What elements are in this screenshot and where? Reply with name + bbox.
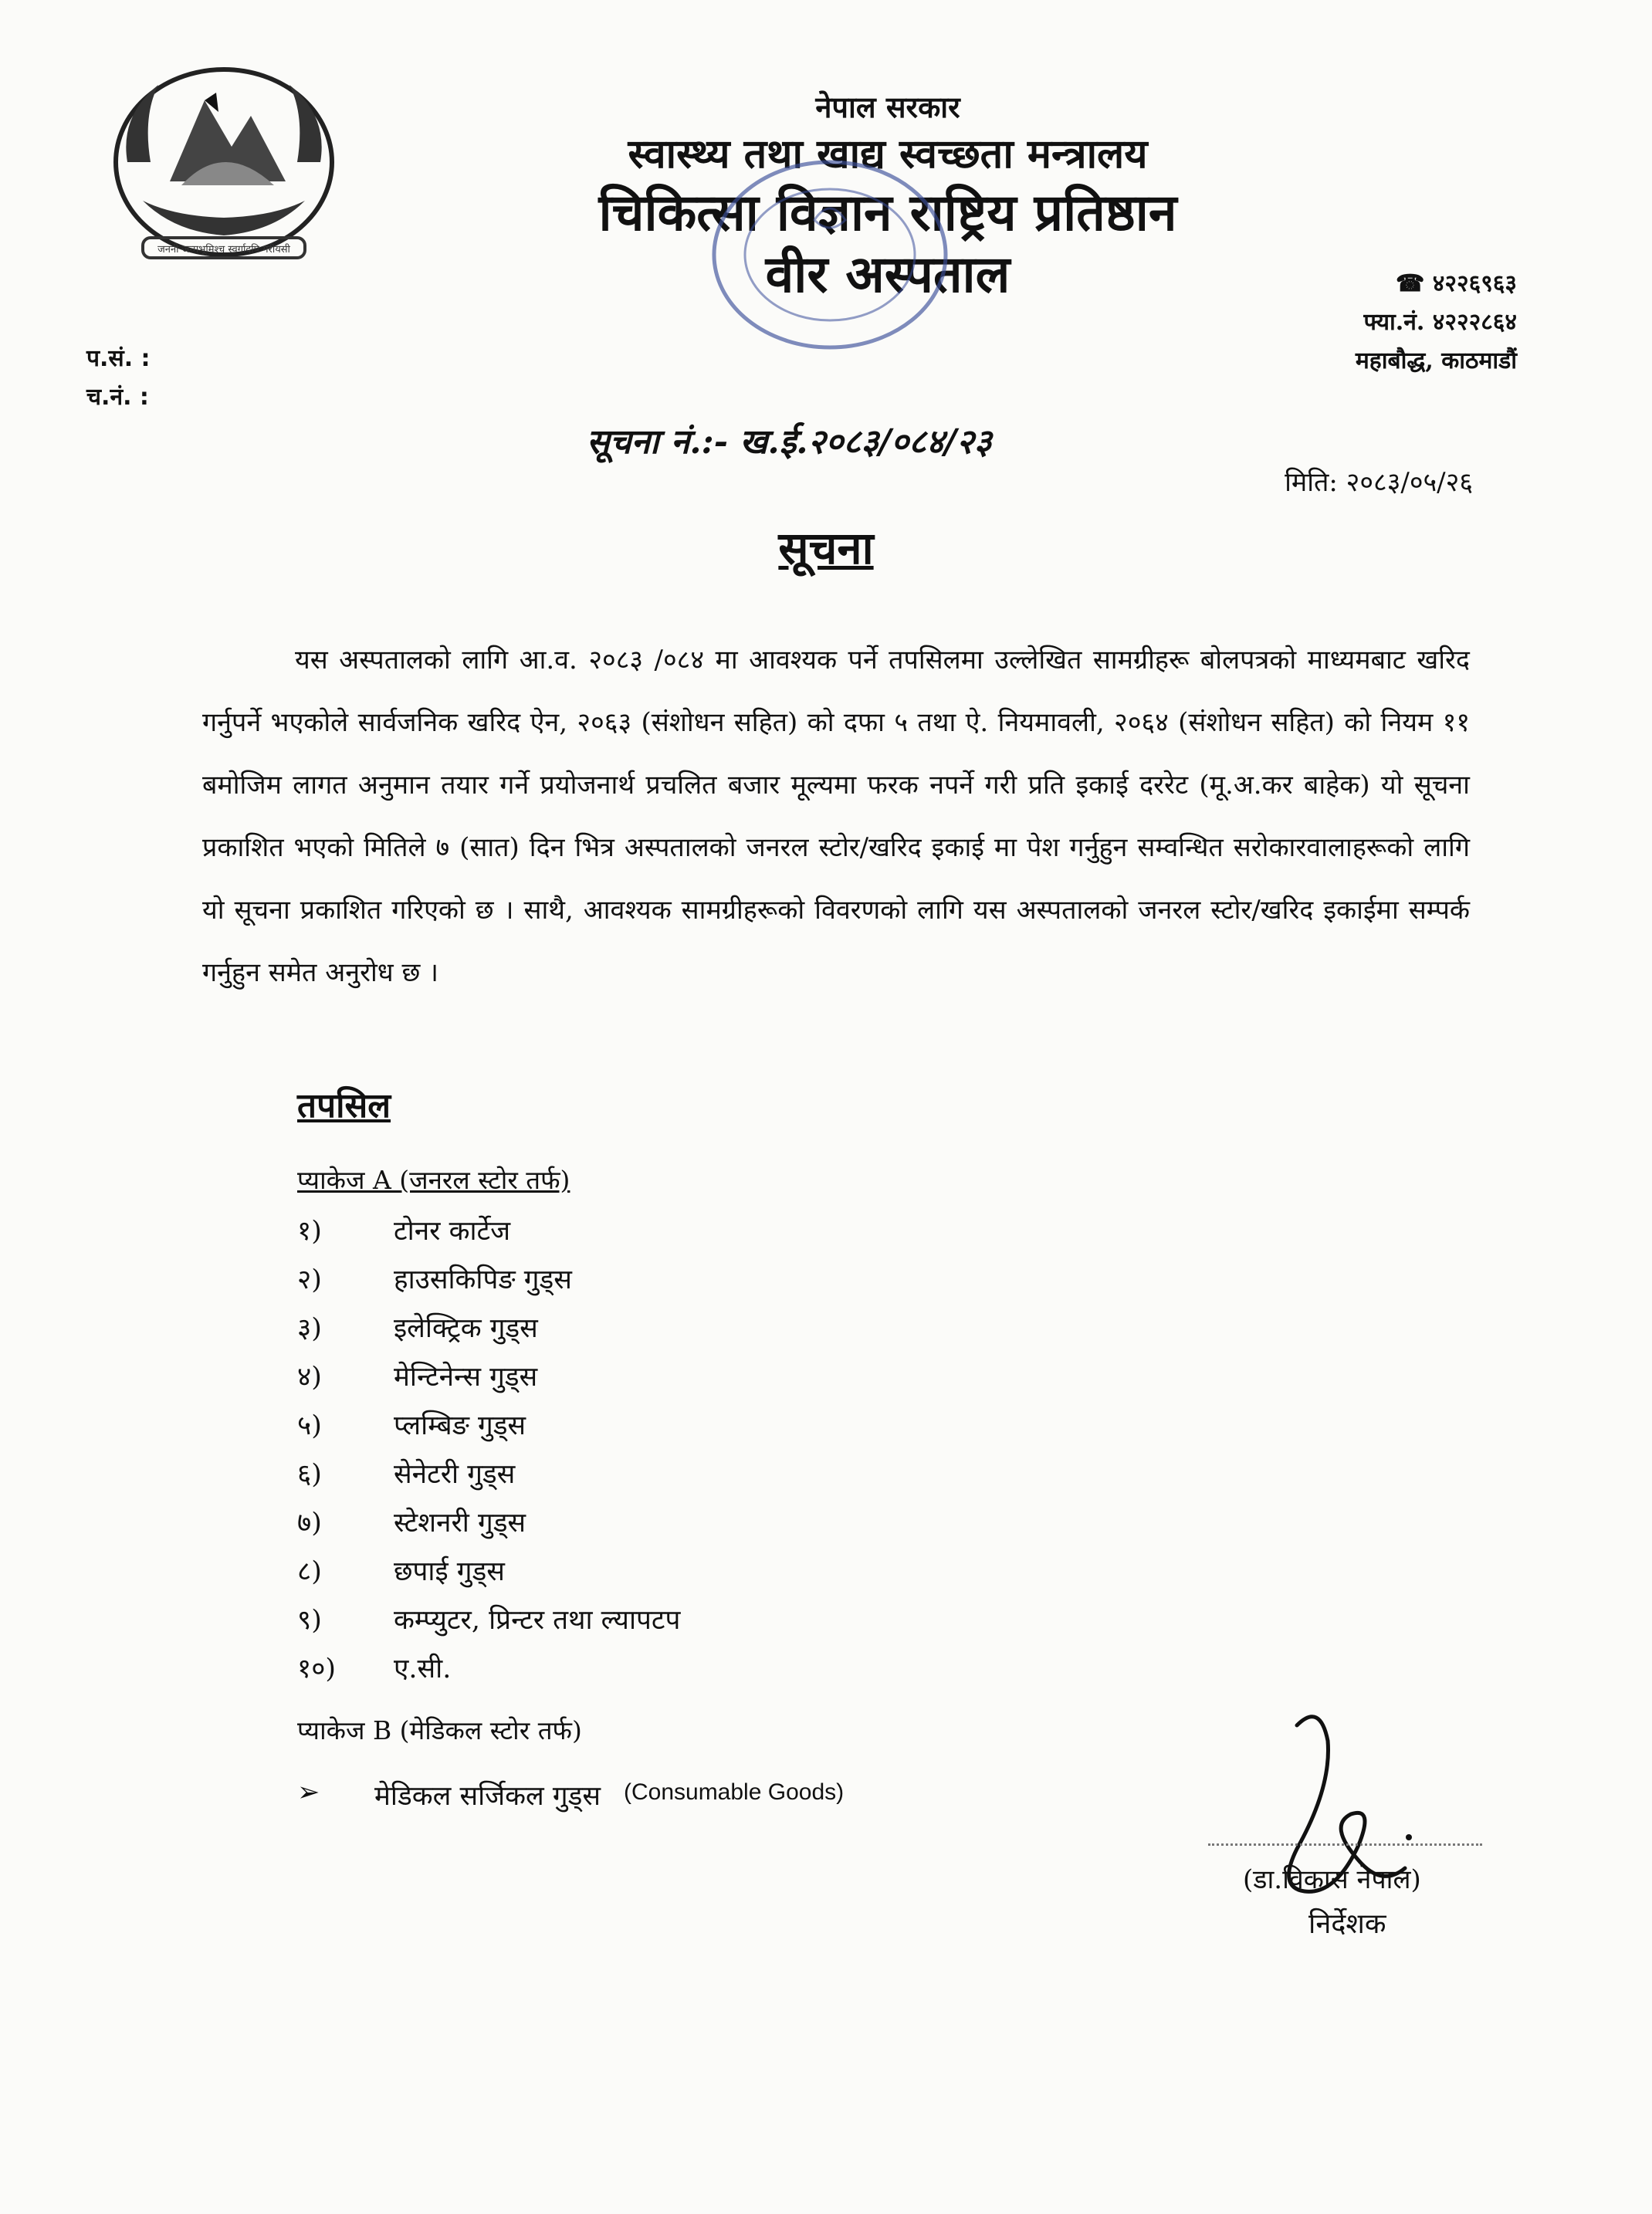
address: महाबौद्ध, काठमाडौं — [1355, 347, 1517, 374]
list-item — [297, 1552, 680, 1601]
notice-number: सूचना नं.:- ख.ई.२०८३/०८४/२३ — [587, 422, 992, 462]
list-item — [297, 1650, 680, 1698]
item-number: ८) — [297, 1556, 322, 1587]
package-b-item — [297, 1777, 844, 1813]
letter-number-label: प.सं. : — [86, 345, 151, 372]
list-item — [297, 1601, 680, 1650]
dispatch-number-label: च.नं. : — [86, 384, 149, 411]
list-item — [297, 1261, 680, 1309]
item-number: ५) — [297, 1410, 322, 1441]
item-text: ए.सी. — [394, 1654, 452, 1684]
list-item — [297, 1455, 680, 1504]
signer-name: (डा.विकास नेपाल) — [1243, 1864, 1421, 1895]
phone-number: ☎ ४२२६९६३ — [1395, 270, 1517, 297]
item-text: छपाई गुड्स — [394, 1556, 505, 1587]
package-a-label: प्याकेज A (जनरल स्टोर तर्फ) — [297, 1165, 570, 1195]
list-item — [297, 1309, 680, 1358]
item-number: ३) — [297, 1313, 322, 1344]
svg-text:जननी जन्मभूमिश्च स्वर्गादपि गर: जननी जन्मभूमिश्च स्वर्गादपि गरीयसी — [157, 244, 290, 256]
hospital-name: वीर अस्पताल — [765, 244, 1010, 304]
fax-number: फ्या.नं. ४२२२८६४ — [1363, 309, 1517, 336]
item-number: ६) — [297, 1459, 322, 1490]
hospital-stamp-icon — [699, 151, 961, 359]
item-text: इलेक्ट्रिक गुड्स — [394, 1313, 538, 1344]
package-b-item-text: मेडिकल सर्जिकल गुड्स — [374, 1781, 601, 1812]
page-title: सूचना — [778, 522, 874, 574]
item-number: १) — [297, 1216, 322, 1247]
item-text: कम्प्युटर, प्रिन्टर तथा ल्यापटप — [394, 1605, 681, 1636]
list-item — [297, 1212, 680, 1261]
item-text: प्लम्बिङ गुड्स — [394, 1410, 526, 1441]
item-text: टोनर कार्टेज — [394, 1216, 511, 1247]
item-number: २) — [297, 1264, 322, 1295]
package-a-list — [297, 1212, 680, 1698]
institute-name: चिकित्सा विज्ञान राष्ट्रिय प्रतिष्ठान — [598, 182, 1177, 242]
item-text: सेनेटरी गुड्स — [394, 1459, 516, 1490]
signer-designation: निर्देशक — [1308, 1908, 1386, 1940]
list-item — [297, 1407, 680, 1455]
list-item — [297, 1358, 680, 1407]
package-b-item-note: (Consumable Goods) — [623, 1779, 845, 1805]
signature-line — [1208, 1843, 1482, 1846]
item-text: स्टेशनरी गुड्स — [394, 1508, 526, 1539]
notice-body: यस अस्पतालको लागि आ.व. २०८३ /०८४ मा आवश्यक पर्ने तपसिलमा उल्लेखित सामग्रीहरू बोलपत्रको माध्यमबाट खरिद गर्नुपर्ने भएकोले सार्वजनिक खरिद ऐन, २०६३ (संशोधन सहित) को दफा ५ तथा ऐ. नियमावली, २०६४ (संशोधन सहित) को नियम ११ बमोजिम लागत अनुमान तयार गर्ने प्रयोजनार्थ प्रचलित बजार मूल्यमा फरक नपर्ने गरी प्रति इकाई दररेट (मू.अ.कर बाहेक) यो सूचना प्रकाशित भएको मितिले ७ (सात) दिन भित्र अस्पतालको जनरल स्टोर/खरिद इकाई मा पेश गर्नुहुन सम्वन्धित सरोकारवालाहरूको लागि यो सूचना प्रकाशित गरिएको छ । साथै, आवश्यक सामग्रीहरूको विवरणको लागि यस अस्पतालको जनरल स्टोर/खरिद इकाईमा सम्पर्क गर्नुहुन समेत अनुरोध छ । — [202, 645, 1470, 988]
list-item — [297, 1504, 680, 1552]
notice-date: मिति: २०८३/०५/२६ — [1285, 467, 1473, 498]
item-text: मेन्टिनेन्स गुड्स — [394, 1362, 538, 1393]
item-number: ७) — [297, 1508, 322, 1539]
schedule-heading: तपसिल — [297, 1086, 391, 1126]
item-number: ९) — [297, 1605, 322, 1636]
govt-name: नेपाल सरकार — [815, 90, 960, 124]
ministry-name: स्वास्थ्य तथा खाद्य स्वच्छता मन्त्रालय — [628, 130, 1148, 178]
item-text: हाउसकिपिङ गुड्स — [394, 1264, 572, 1295]
item-number: १०) — [297, 1654, 337, 1684]
arrow-bullet-icon: ➢ — [297, 1777, 320, 1808]
item-number: ४) — [297, 1362, 322, 1393]
package-b-label: प्याकेज B (मेडिकल स्टोर तर्फ) — [297, 1715, 582, 1745]
